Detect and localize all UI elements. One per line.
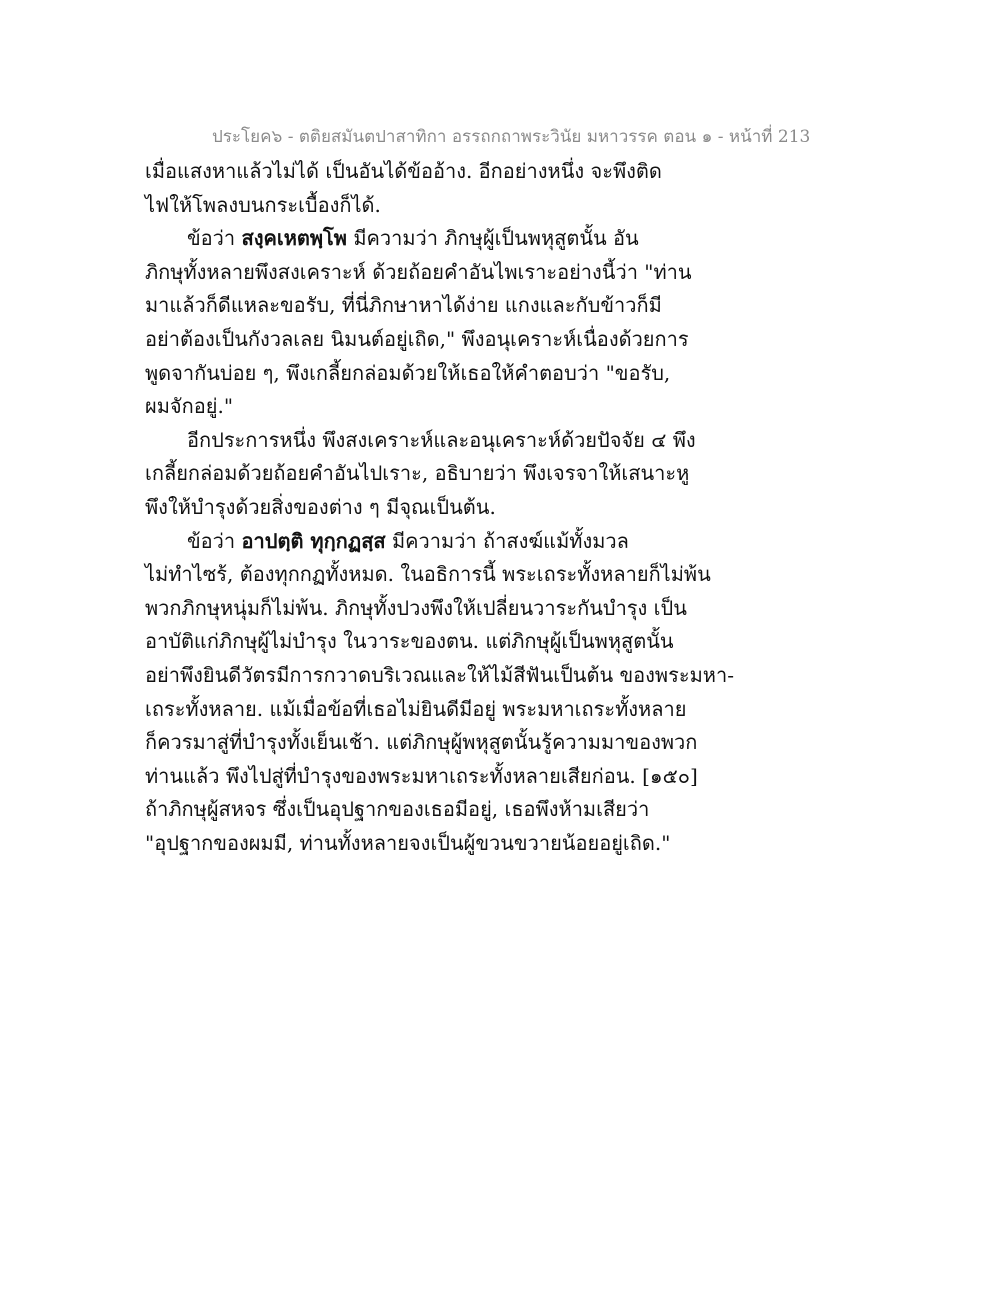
text-line: เกลี้ยกล่อมด้วยถ้อยคำอันไปเราะ, อธิบายว่า พึงเจรจาให้เสนาะหู: [145, 461, 690, 486]
text-line: อย่าพึงยินดีวัตรมีการกวาดบริเวณและให้ไม้สีฟันเป็นต้น ของพระมหา-: [145, 662, 734, 687]
text-line: พวกภิกษุหนุ่มก็ไม่พ้น. ภิกษุทั้งปวงพึงให้เปลี่ยนวาระกันบำรุง เป็น: [145, 595, 687, 620]
body-text: [145, 155, 765, 860]
text-line: ถ้าภิกษุผู้สหจร ซึ่งเป็นอุปฐากของเธอมีอยู่, เธอพึงห้ามเสียว่า: [145, 797, 650, 822]
inline-text: มีความว่า ภิกษุผู้เป็นพหุสูตนั้น อัน: [346, 226, 639, 251]
text-line-paragraph-start: [145, 525, 765, 559]
text-line: เถระทั้งหลาย. แม้เมื่อข้อที่เธอไม่ยินดีมีอยู่ พระมหาเถระทั้งหลาย: [145, 696, 687, 721]
text-line: ผมจักอยู่.": [145, 394, 234, 419]
text-line-paragraph-start: [145, 222, 765, 256]
page-header: ประโยค๖ - ตติยสมันตปาสาทิกา อรรถกถาพระวินัย มหาวรรค ตอน ๑ - หน้าที่ 213: [212, 127, 811, 147]
inline-text: ข้อว่า: [187, 226, 242, 251]
text-line: พึงให้บำรุงด้วยสิ่งของต่าง ๆ มีจุณเป็นต้น.: [145, 494, 496, 519]
text-line: ภิกษุทั้งหลายพึงสงเคราะห์ ด้วยถ้อยคำอันไพเราะอย่างนี้ว่า "ท่าน: [145, 259, 692, 284]
text-line-paragraph-start: อีกประการหนึ่ง พึงสงเคราะห์และอนุเคราะห์ด้วยปัจจัย ๔ พึง: [187, 427, 696, 452]
inline-text: มีความว่า ถ้าสงฆ์แม้ทั้งมวล: [385, 528, 629, 553]
pali-term: สงฺคเหตพฺโพ: [241, 226, 347, 251]
text-line: พูดจากันบ่อย ๆ, พึงเกลี้ยกล่อมด้วยให้เธอให้คำตอบว่า "ขอรับ,: [145, 360, 671, 385]
text-line: ท่านแล้ว พึงไปสู่ที่บำรุงของพระมหาเถระทั้งหลายเสียก่อน. [๑๕๐]: [145, 763, 698, 788]
text-line: เมื่อแสงหาแล้วไม่ได้ เป็นอันได้ข้ออ้าง. อีกอย่างหนึ่ง จะพึงติด: [145, 159, 662, 183]
text-line: ไม่ทำไซร้, ต้องทุกกฏทั้งหมด. ในอธิการนี้ พระเถระทั้งหลายก็ไม่พ้น: [145, 562, 711, 587]
inline-text: ข้อว่า: [187, 528, 242, 553]
text-line: ก็ควรมาสู่ที่บำรุงทั้งเย็นเช้า. แต่ภิกษุผู้พหุสูตนั้นรู้ความมาของพวก: [145, 730, 698, 755]
text-line: อย่าต้องเป็นกังวลเลย นิมนต์อยู่เถิด," พึงอนุเคราะห์เนื่องด้วยการ: [145, 326, 689, 351]
text-line: "อุปฐากของผมมี, ท่านทั้งหลายจงเป็นผู้ขวนขวายน้อยอยู่เถิด.": [145, 830, 671, 855]
text-line: อาบัติแก่ภิกษุผู้ไม่บำรุง ในวาระของตน. แต่ภิกษุผู้เป็นพหุสูตนั้น: [145, 629, 674, 654]
text-line: ไฟให้โพลงบนกระเบื้องก็ได้.: [145, 192, 381, 217]
text-line: มาแล้วก็ดีแหละขอรับ, ที่นี่ภิกษาหาได้ง่าย แกงและกับข้าวก็มี: [145, 293, 662, 318]
pali-term: อาปตฺติ ทุกฺกฏสฺส: [241, 528, 386, 553]
